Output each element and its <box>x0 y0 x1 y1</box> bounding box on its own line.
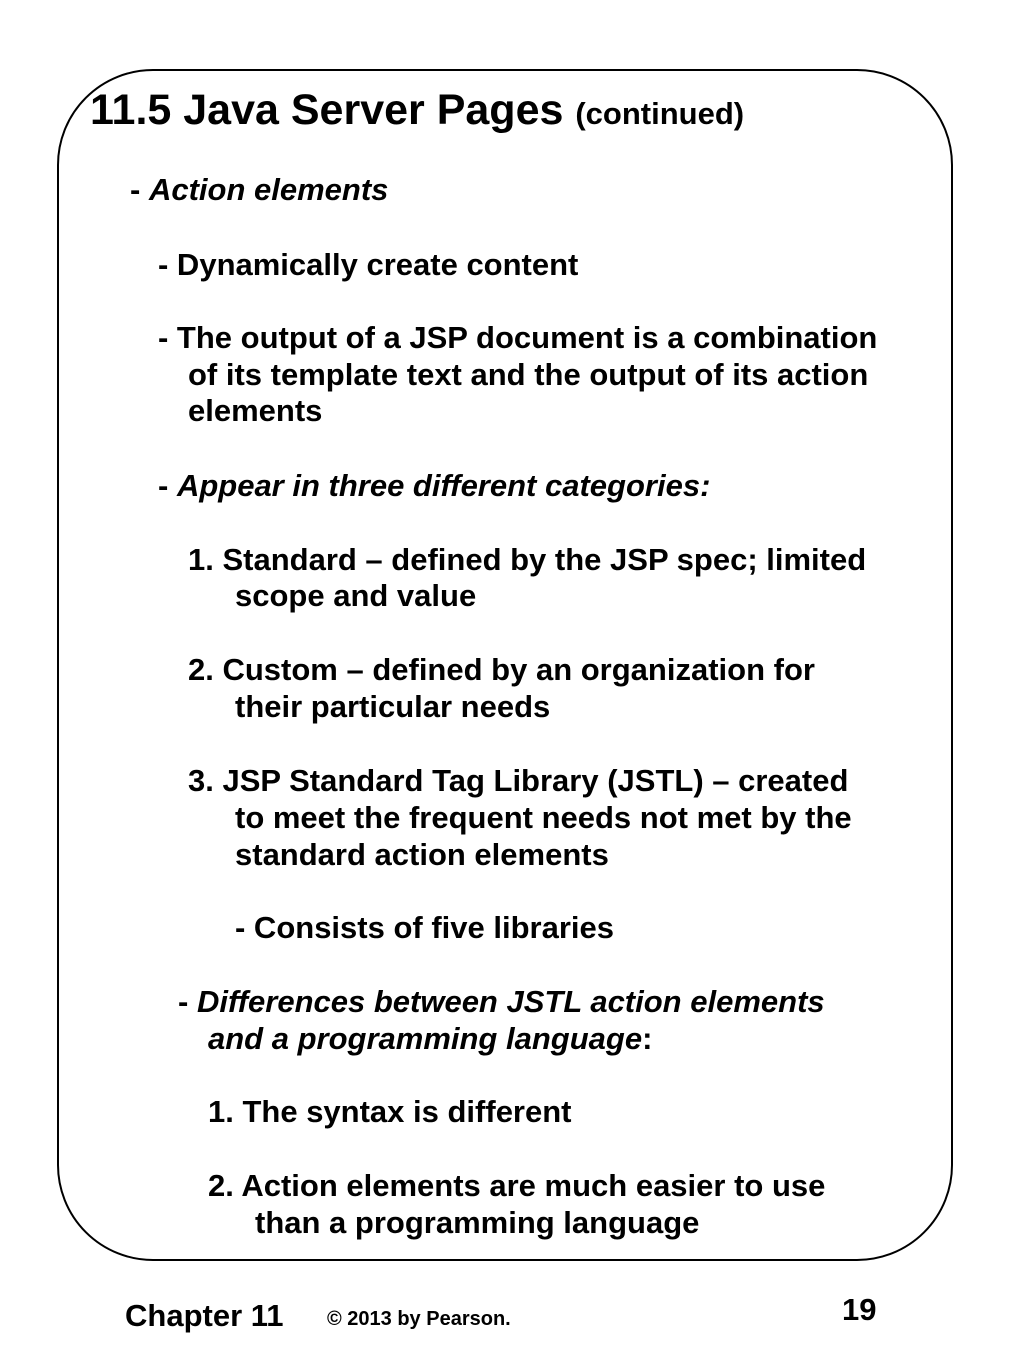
bullet-output-line-2: of its template text and the output of its action <box>188 357 869 392</box>
category-3-line-3: standard action elements <box>235 837 609 872</box>
bullet-label: Differences between JSTL action elements <box>196 984 825 1019</box>
footer-chapter: Chapter 11 <box>125 1298 284 1333</box>
category-3-line-1: 3. JSP Standard Tag Library (JSTL) – created <box>188 763 849 798</box>
bullet-dash: - <box>178 984 197 1019</box>
bullet-dash: - <box>130 172 149 207</box>
bullet-dash: - <box>158 468 177 503</box>
bullet-output-line-1: - The output of a JSP document is a combination <box>158 320 878 355</box>
bullet-five-libraries: - Consists of five libraries <box>235 910 614 945</box>
bullet-label: Appear in three different categories: <box>176 468 711 503</box>
category-2-line-1: 2. Custom – defined by an organization for <box>188 652 815 687</box>
bullet-categories <box>158 467 710 504</box>
footer-page-number: 19 <box>842 1292 877 1327</box>
difference-1: 1. The syntax is different <box>208 1094 572 1129</box>
bullet-action-elements <box>130 171 388 208</box>
bullet-label: Action elements <box>148 172 389 207</box>
bullet-dynamic: - Dynamically create content <box>158 247 579 282</box>
bullet-output-line-3: elements <box>188 393 323 428</box>
category-2-line-2: their particular needs <box>235 689 551 724</box>
bullet-differences-line-2 <box>208 1020 652 1057</box>
bullet-differences-line-1 <box>178 983 825 1020</box>
title-suffix: (continued) <box>575 96 745 131</box>
category-3-line-2: to meet the frequent needs not met by the <box>235 800 852 835</box>
difference-2-line-1: 2. Action elements are much easier to use <box>208 1168 826 1203</box>
title-text: 11.5 Java Server Pages <box>90 86 564 134</box>
slide-title <box>90 84 744 140</box>
bullet-colon: : <box>642 1021 653 1056</box>
difference-2-line-2: than a programming language <box>255 1205 700 1240</box>
bullet-label: and a programming language <box>208 1021 643 1056</box>
category-1-line-2: scope and value <box>235 578 477 613</box>
category-1-line-1: 1. Standard – defined by the JSP spec; limited <box>188 542 867 577</box>
footer-copyright: © 2013 by Pearson. <box>327 1308 511 1330</box>
